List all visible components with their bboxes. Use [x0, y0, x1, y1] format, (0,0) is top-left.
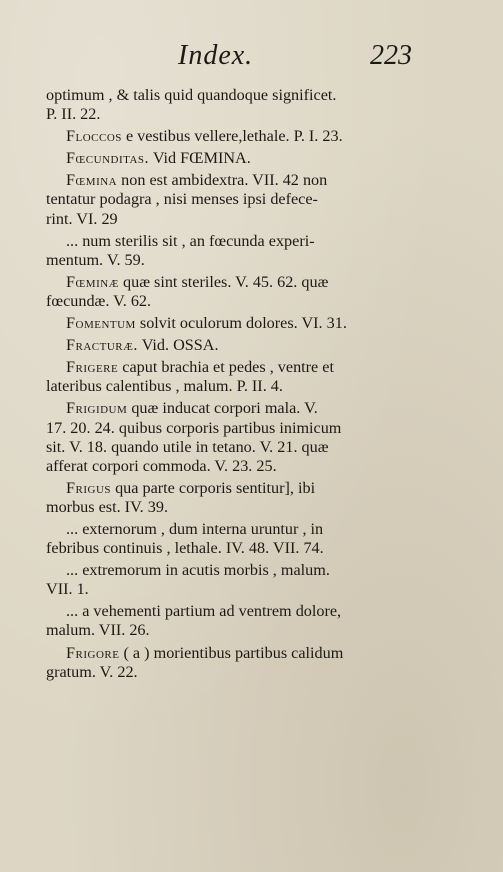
entry-term: Fracturæ. [66, 336, 138, 355]
entry-line: lateribus calentibus , malum. P. II. 4. [46, 377, 283, 396]
index-entry [46, 314, 450, 333]
entry-term: Fœminæ [66, 272, 119, 291]
entry-line: tentatur podagra , nisi menses ipsi defece- [46, 190, 318, 209]
entry-line: rint. VI. 29 [46, 209, 118, 228]
entry-term: Frigore [66, 643, 120, 662]
index-entry [46, 149, 450, 168]
entry-term: Fœmina [66, 171, 118, 190]
entry-line: qua parte corporis sentitur], ibi [111, 478, 316, 497]
entry-line: e vestibus vellere,lethale. P. I. 23. [121, 127, 343, 146]
index-entry [46, 358, 450, 396]
entry-term: Fœcunditas. [66, 149, 150, 168]
running-title: Index. [178, 40, 254, 71]
index-entry [46, 561, 450, 599]
entry-line: fœcundæ. V. 62. [46, 291, 152, 310]
entry-line: Vid FŒMINA. [149, 149, 251, 168]
index-entry [46, 273, 450, 311]
entry-line: ... extremorum in acutis morbis , malum. [66, 561, 330, 580]
entry-line: ( a ) morientibus partibus calidum [119, 643, 344, 662]
entry-line: 17. 20. 24. quibus corporis partibus inimicum [46, 418, 342, 437]
entry-line: quæ sint steriles. V. 45. 62. quæ [118, 272, 329, 291]
index-entry [46, 127, 450, 146]
entry-term: Frigus [66, 478, 112, 497]
entry-line: ... num sterilis sit , an fœcunda experi- [66, 231, 315, 250]
entry-line: quæ inducat corpori mala. V. [127, 399, 318, 418]
entry-line: gratum. V. 22. [46, 662, 138, 681]
entry-line: mentum. V. 59. [46, 250, 145, 269]
entry-line: Vid. OSSA. [137, 336, 219, 355]
entry-line: optimum , & talis quid quandoque significet. [46, 86, 337, 104]
entry-line: VII. 1. [46, 580, 89, 599]
index-entry [46, 520, 450, 558]
index-entry [46, 336, 450, 355]
entry-line: ... a vehementi partium ad ventrem dolore, [66, 602, 342, 621]
index-entry [46, 399, 450, 475]
entry-line: ... externorum , dum interna uruntur , in [66, 519, 324, 538]
page-header [0, 40, 503, 80]
index-entry [46, 602, 450, 640]
index-entry [46, 232, 450, 270]
index-entry [46, 644, 450, 682]
entry-term: Fomentum [66, 314, 136, 333]
entry-line: P. II. 22. [46, 105, 101, 124]
entry-line: sit. V. 18. quando utile in tetano. V. 21. quæ [46, 437, 329, 456]
index-entry [46, 171, 450, 228]
entry-line: solvit oculorum dolores. VI. 31. [135, 314, 347, 333]
entry-term: Frigere [66, 358, 119, 377]
entry-line: febribus continuis , lethale. IV. 48. VII. 74. [46, 539, 324, 558]
index-content [46, 86, 450, 685]
index-entry [46, 86, 450, 124]
entry-line: caput brachia et pedes , ventre et [118, 358, 334, 377]
entry-line: morbus est. IV. 39. [46, 497, 169, 516]
index-entry [46, 479, 450, 517]
entry-line: malum. VII. 26. [46, 621, 150, 640]
page-number: 223 [370, 40, 412, 71]
entry-term: Floccos [66, 127, 122, 146]
entry-line: non est ambidextra. VII. 42 non [117, 171, 328, 190]
entry-term: Frigidum [66, 399, 128, 418]
entry-line: afferat corpori commoda. V. 23. 25. [46, 456, 277, 475]
